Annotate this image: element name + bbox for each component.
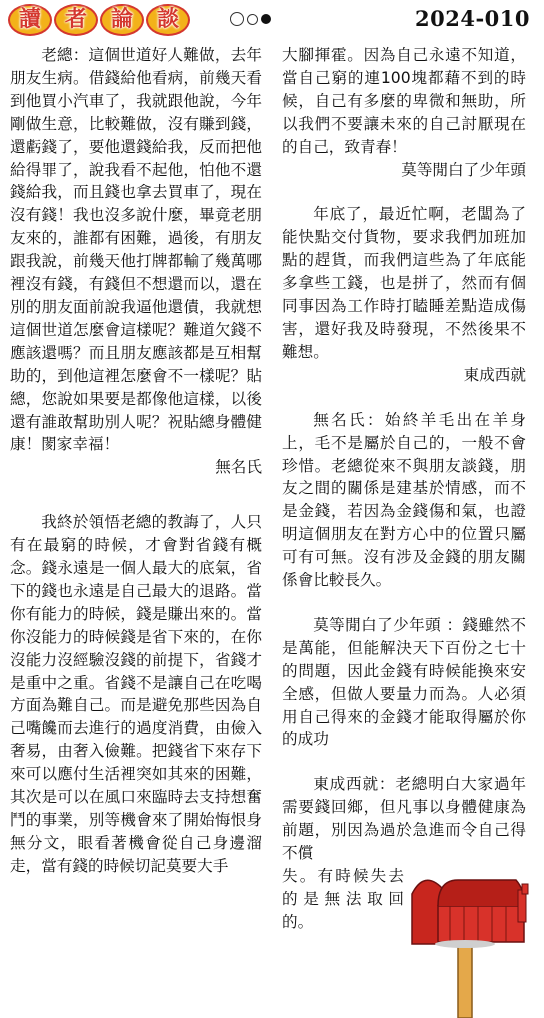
reply-paragraph: 無名氏：始終羊毛出在羊身上，毛不是屬於自己的，一般不會珍惜。老總從來不與朋友談錢，朋友之間的關係是建基於情感，而不是金錢，若因為金錢傷和氣，也證明這個朋友在對方心中的位置只屬可有可無。沒有涉及金錢的朋友關係會比較長久。 — [282, 410, 526, 590]
mailbox-illustration — [398, 860, 538, 1018]
title-badge: 者 — [54, 4, 98, 36]
column-title-badges — [8, 4, 190, 36]
title-badge: 論 — [100, 4, 144, 36]
letter-signature: 莫等閒白了少年頭 — [401, 160, 526, 179]
reply-paragraph-continued: 失。有時候失去的是無法取回的。 — [282, 867, 404, 931]
letter-signature: 東成西就 — [463, 365, 526, 384]
decorative-dots — [230, 12, 271, 26]
letter-signature: 無名氏 — [215, 458, 262, 477]
circle-icon — [247, 14, 258, 25]
letter-paragraph: 大腳揮霍。因為自己永遠不知道，當自己窮的連100塊都藉不到的時候，自己有多麼的卑微和無助，所以我們不要讓未來的自己討厭現在的自己，致青春！ — [282, 46, 526, 156]
left-column — [10, 44, 262, 878]
right-column — [282, 44, 526, 934]
title-badge: 談 — [146, 4, 190, 36]
letter-paragraph: 年底了，最近忙啊，老闆為了能快點交付貨物，要求我們加班加點的趕貨，而我們這些為了年底能多拿些工錢，也是拼了，然而有個同事因為工作時打瞌睡差點造成傷害，還好我及時發現，不然後果不難想。 — [282, 205, 526, 361]
reply-paragraph: 莫等閒白了少年頭 ：錢雖然不是萬能，但能解決天下百份之七十的問題，因此金錢有時候能換來安全感，但做人要量力而為。人必須用自己得來的金錢才能取得屬於你的成功 — [282, 615, 526, 749]
letter-paragraph: 我終於領悟老總的教誨了，人只有在最窮的時候，才會對省錢有概念。錢永遠是一個人最大的底氣，省下的錢也永遠是自己最大的退路。當你有能力的時候，錢是賺出來的。當你沒能力的時候錢是省下來的，在你沒能力沒經驗沒錢的前提下，省錢才是重中之重。省錢不是讓自己在吃喝方面為難自己。而是避免那些因為自己嘴饞而去進行的過度消費，由儉入奢易，由奢入儉難。把錢省下來存下來可以應付生活裡突如其來的困難，其次是可以在風口來臨時去支持想奮鬥的事業，別等機會來了開始悔恨身無分文，眼看著機會從自己身邊溜走，當有錢的時候切記莫要大手 — [10, 513, 262, 875]
reply-paragraph: 東成西就：老總明白大家過年需要錢回鄉，但凡事以身體健康為前題，別因為過於急進而令自己得不償 — [282, 775, 526, 863]
filled-circle-icon — [261, 14, 271, 24]
letter-paragraph: 老總：這個世道好人難做，去年朋友生病。借錢給他看病，前幾天看到他買小汽車了，我就跟他說，今年剛做生意，比較難做，沒有賺到錢，還虧錢了，要他還錢給我，反而把他給得罪了，說我看不起他，怕他不還錢給我，而且錢也拿去買車了，現在沒有錢！我也沒多說什麼，畢竟老朋友來的，誰都有困難，過後，有朋友跟我說，前幾天他打牌都輸了幾萬哪裡沒有錢，有錢但不想還而以，還在別的朋友面前說我逼他還債，我就想這個世道怎麼會這樣呢？難道欠錢不應該還嗎？而且朋友應該都是互相幫助的，到他這裡怎麼會不一樣呢？貼總，您說如果要是都像他這樣，以後還有誰敢幫助別人呢？祝貼總身體健康！閡家幸福！ — [10, 46, 262, 454]
title-badge: 讀 — [8, 4, 52, 36]
issue-number: 2024-010 — [415, 6, 530, 31]
circle-icon — [230, 12, 244, 26]
header — [0, 0, 544, 38]
